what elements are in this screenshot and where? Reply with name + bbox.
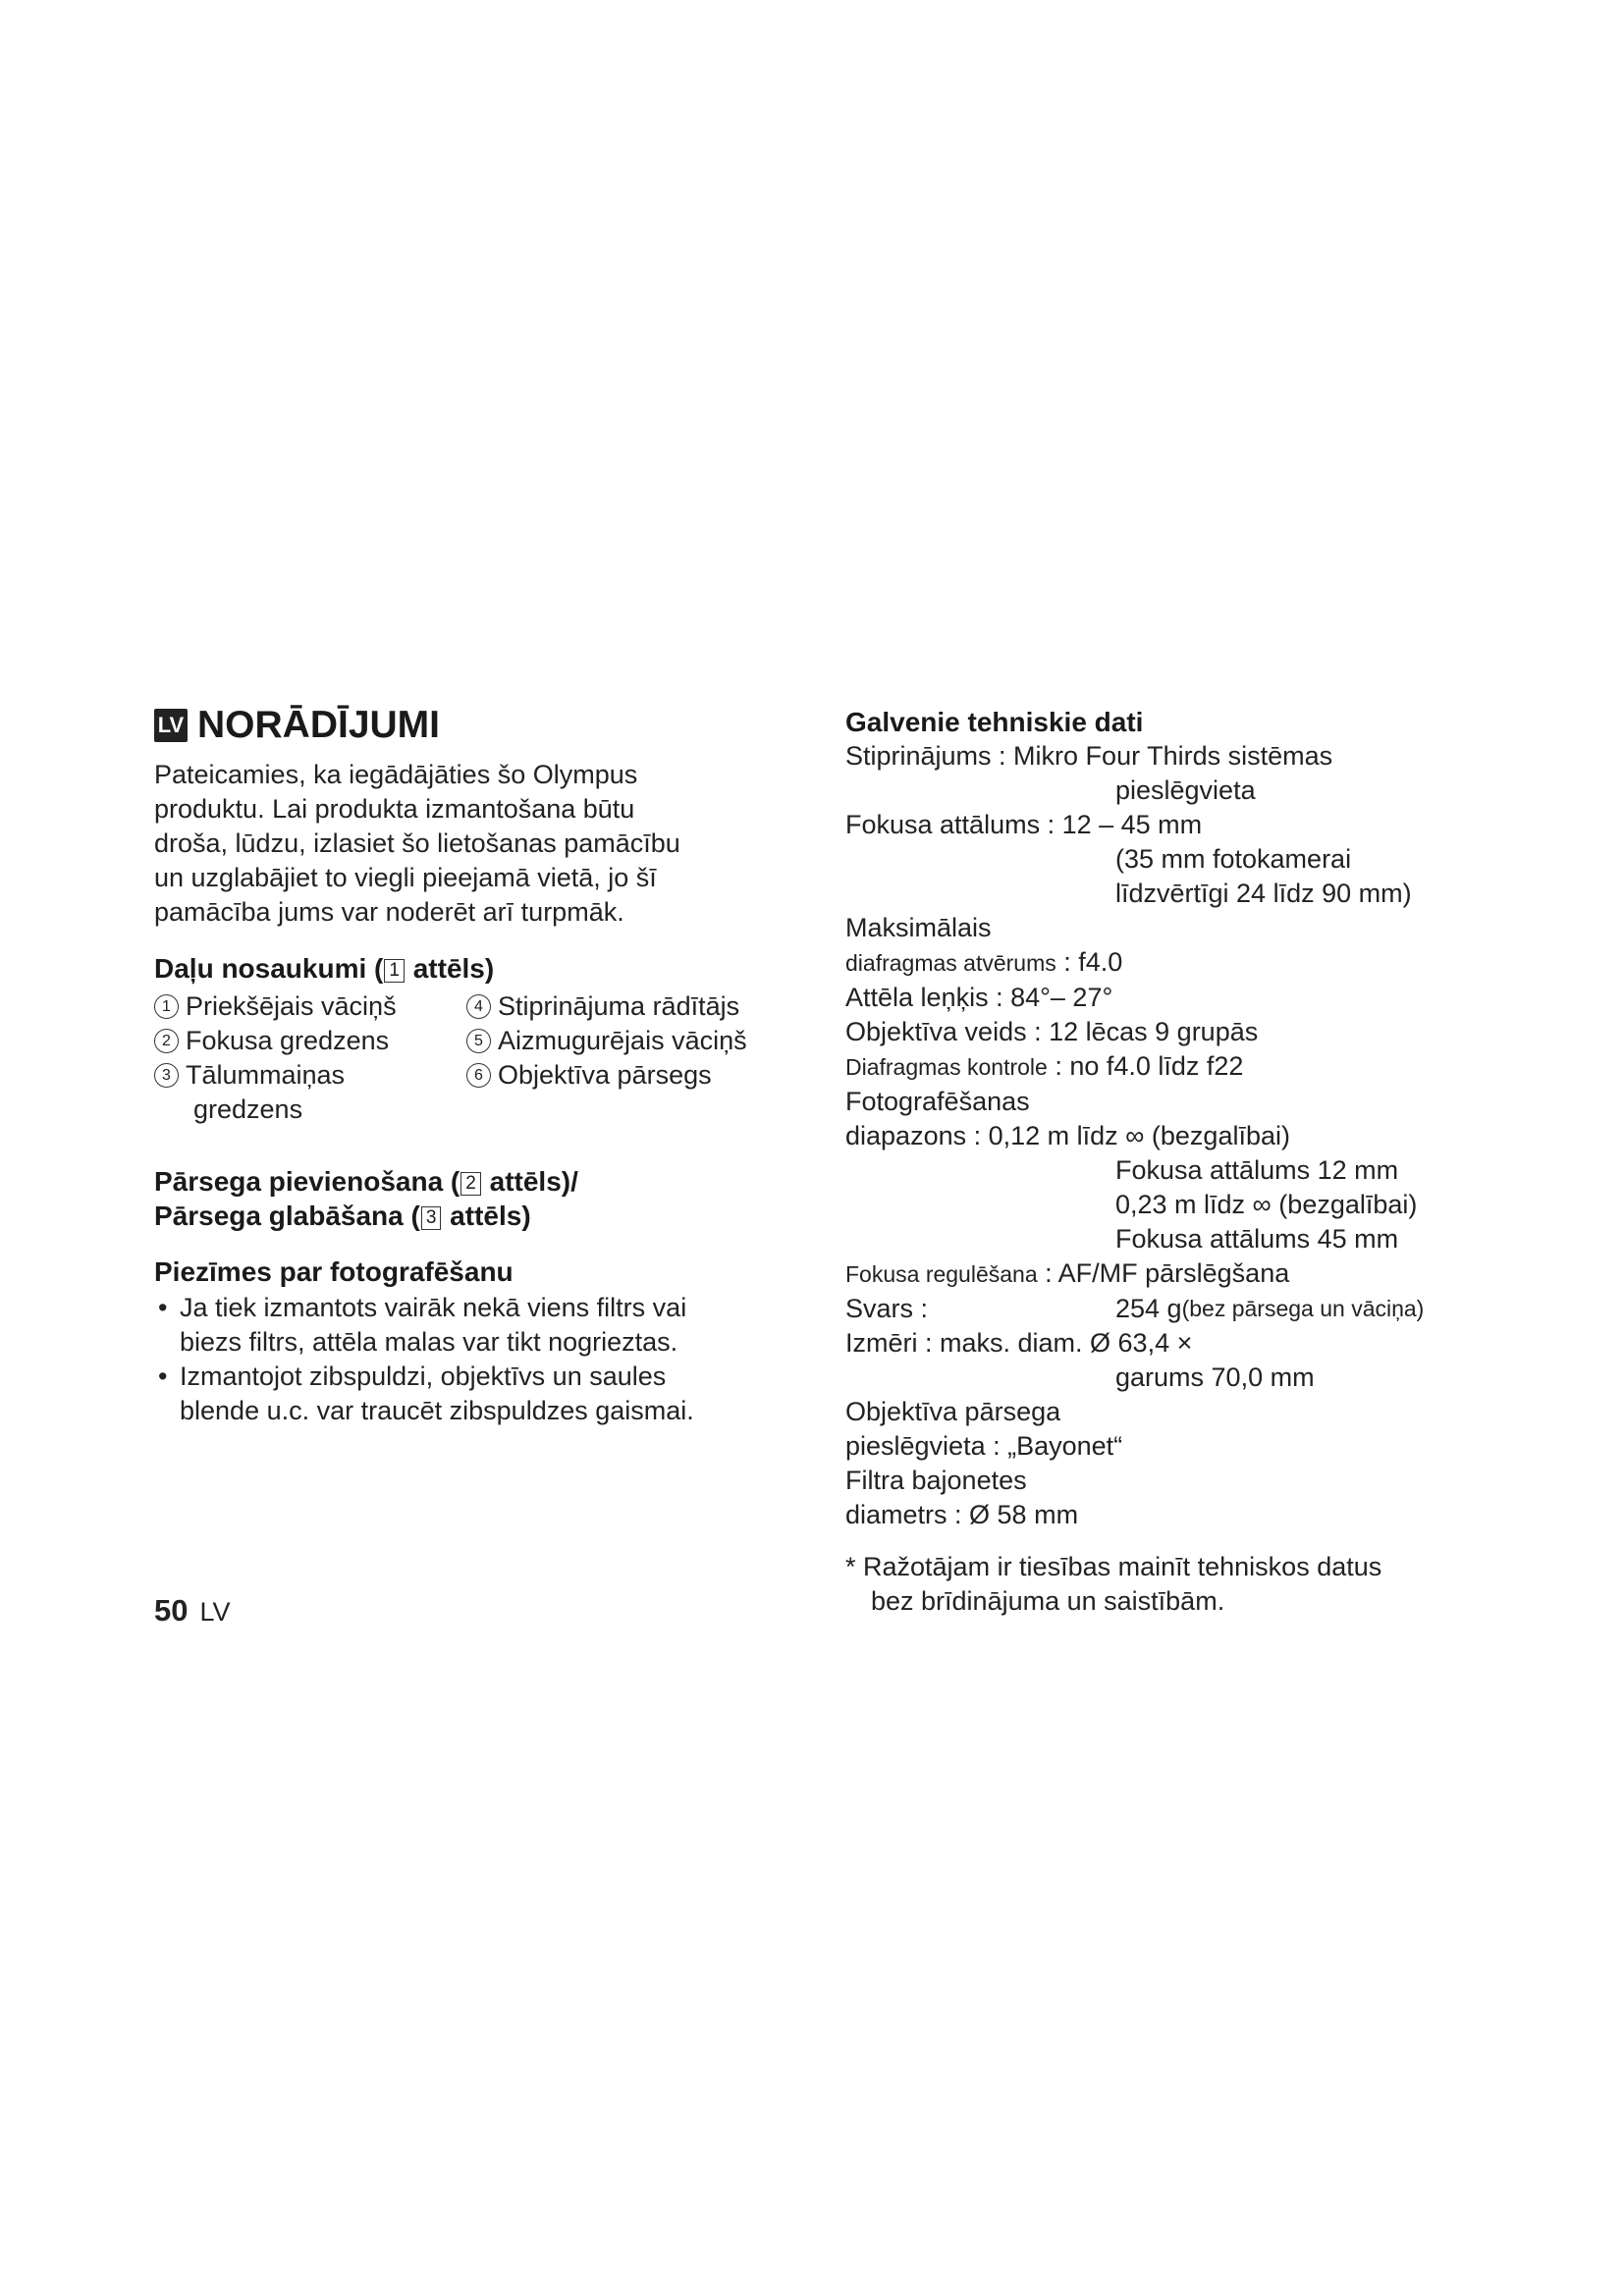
circled-number: 3 <box>154 1063 179 1088</box>
specifications <box>845 705 1533 1532</box>
spec-range-cont: Fokusa attālums 12 mm <box>1115 1155 1399 1185</box>
figure-number-box: 2 <box>460 1172 481 1196</box>
spec-aperture-label: Maksimālais <box>845 913 992 942</box>
spec-range-cont: 0,23 m līdz ∞ (bezgalībai) <box>1115 1190 1418 1219</box>
figure-number-box: 1 <box>384 959 405 983</box>
spec-mount: Stiprinājums : Mikro Four Thirds sistēmas <box>845 741 1333 771</box>
part-item: 3 Tālummaiņas <box>154 1058 466 1093</box>
cover-section <box>154 1164 812 1233</box>
disclaimer-line: * Ražotājam ir tiesības mainīt tehniskos datus <box>845 1552 1382 1581</box>
spec-hood-label: Objektīva pārsega <box>845 1397 1061 1426</box>
intro-line: pamācība jums var noderēt arī turpmāk. <box>154 897 624 927</box>
spec-range-label: Fotografēšanas <box>845 1087 1030 1116</box>
circled-number: 4 <box>466 994 491 1019</box>
specs-heading: Galvenie tehniskie dati <box>845 707 1144 737</box>
circled-number: 5 <box>466 1029 491 1053</box>
cover-heading-attach: Pārsega pievienošana ( 2 attēls)/ <box>154 1166 578 1197</box>
spec-range: diapazons : 0,12 m līdz ∞ (bezgalībai) <box>845 1121 1290 1150</box>
part-item: 6 Objektīva pārsegs <box>466 1058 820 1093</box>
spec-filter-label: Filtra bajonetes <box>845 1466 1027 1495</box>
spec-weight: Svars : 254 g (bez pārsega un vāciņa) <box>845 1294 1425 1323</box>
parts-section <box>154 951 812 1127</box>
circled-number: 6 <box>466 1063 491 1088</box>
intro-line: un uzglabājiet to viegli pieejamā vietā, jo šī <box>154 863 657 892</box>
note-item: • Ja tiek izmantots vairāk nekā viens filtrs vai biezs filtrs, attēla malas var tikt nogrieztas. <box>154 1291 812 1360</box>
spec-dimensions-cont: garums 70,0 mm <box>1115 1362 1315 1392</box>
spec-angle: Attēla leņķis : 84°– 27° <box>845 983 1113 1012</box>
spec-focal-cont: (35 mm fotokamerai <box>1115 844 1352 874</box>
intro-line: produktu. Lai produkta izmantošana būtu <box>154 794 635 824</box>
parts-heading: Daļu nosaukumi ( 1 attēls) <box>154 953 495 984</box>
part-item: 4 Stiprinājuma rādītājs <box>466 989 820 1024</box>
spec-filter: diametrs : Ø 58 mm <box>845 1500 1079 1529</box>
right-column <box>845 705 1533 1619</box>
spec-construction: Objektīva veids : 12 lēcas 9 grupās <box>845 1017 1259 1046</box>
spec-mount-cont: pieslēgvieta <box>1115 775 1256 805</box>
language-badge: LV <box>154 709 188 742</box>
page-title <box>154 705 812 746</box>
left-column <box>154 705 812 1428</box>
part-item-continuation: gredzens <box>193 1095 303 1124</box>
spec-aperture: diafragmas atvērums : f4.0 <box>845 947 1123 977</box>
figure-number-box: 3 <box>421 1206 442 1230</box>
spec-focal-length: Fokusa attālums : 12 – 45 mm <box>845 810 1203 839</box>
intro-line: droša, lūdzu, izlasiet šo lietošanas pamācību <box>154 828 680 858</box>
notes-list <box>154 1291 812 1428</box>
spec-dimensions: Izmēri : maks. diam. Ø 63,4 × <box>845 1328 1193 1358</box>
disclaimer <box>845 1550 1533 1619</box>
notes-section <box>154 1255 812 1428</box>
circled-number: 2 <box>154 1029 179 1053</box>
page-number: 50 <box>154 1593 189 1628</box>
page-footer <box>154 1593 231 1629</box>
spec-focus-adjustment: Fokusa regulēšana : AF/MF pārslēgšana <box>845 1258 1290 1288</box>
spec-range-cont: Fokusa attālums 45 mm <box>1115 1224 1399 1254</box>
intro-line: Pateicamies, ka iegādājāties šo Olympus <box>154 760 638 789</box>
notes-heading: Piezīmes par fotografēšanu <box>154 1256 514 1287</box>
circled-number: 1 <box>154 994 179 1019</box>
note-item: • Izmantojot zibspuldzi, objektīvs un saules blende u.c. var traucēt zibspuldzes gaismai. <box>154 1360 812 1428</box>
spec-hood: pieslēgvieta : „Bayonet“ <box>845 1431 1123 1461</box>
part-item: 5 Aizmugurējais vāciņš <box>466 1024 820 1058</box>
title-text: NORĀDĪJUMI <box>197 704 441 746</box>
part-item: 1 Priekšējais vāciņš <box>154 989 466 1024</box>
parts-list <box>154 989 812 1127</box>
spec-diaphragm: Diafragmas kontrole : no f4.0 līdz f22 <box>845 1051 1244 1081</box>
disclaimer-line: bez brīdinājuma un saistībām. <box>871 1586 1225 1616</box>
cover-heading-storage: Pārsega glabāšana ( 3 attēls) <box>154 1201 531 1231</box>
spec-focal-cont: līdzvērtīgi 24 līdz 90 mm) <box>1115 879 1412 908</box>
footer-language: LV <box>199 1597 231 1627</box>
intro-paragraph <box>154 758 812 930</box>
part-item: 2 Fokusa gredzens <box>154 1024 466 1058</box>
